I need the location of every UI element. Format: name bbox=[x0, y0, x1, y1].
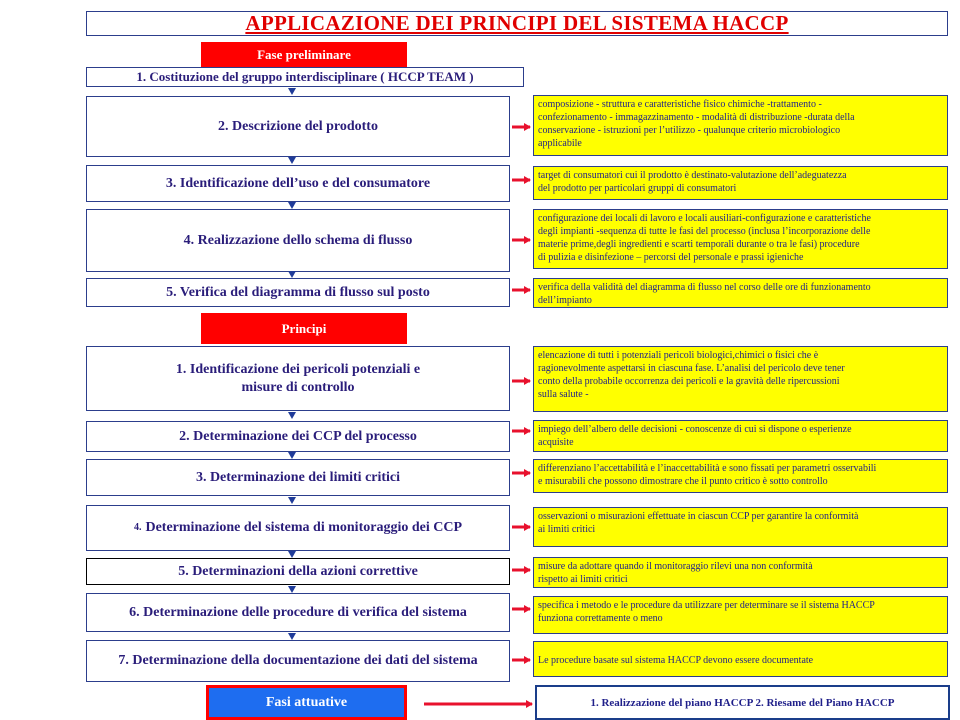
principle-step-4-number: 4. bbox=[133, 522, 142, 533]
prelim-note-3: target di consumatori cui il prodotto è destinato-valutazione dell’adeguatezza del prodotto per particolari gruppi di consumatori bbox=[533, 166, 948, 200]
prelim-step-2: 2. Descrizione del prodotto bbox=[86, 96, 510, 157]
principle-note-1: elencazione di tutti i potenziali pericoli biologici,chimici o fisici che è ragionevolmente aspettarsi in ciascuna fase. L’analisi del pericolo deve tener conto della probabile occorrenza dei pericoli e la gravità delle ripercussioni sulla salute - bbox=[533, 346, 948, 412]
implementation-note: 1. Realizzazione del piano HACCP 2. Riesame del Piano HACCP bbox=[535, 685, 950, 720]
principle-step-6: 6. Determinazione delle procedure di verifica del sistema bbox=[86, 593, 510, 632]
principle-note-7: Le procedure basate sul sistema HACCP devono essere documentate bbox=[533, 641, 948, 677]
principle-step-5: 5. Determinazioni della azioni correttive bbox=[86, 558, 510, 585]
principle-step-4-label: Determinazione del sistema di monitoraggio dei CCP bbox=[145, 520, 462, 535]
principle-step-1: 1. Identificazione dei pericoli potenziali e misure di controllo bbox=[86, 346, 510, 411]
page-title: APPLICAZIONE DEI PRINCIPI DEL SISTEMA HACCP bbox=[86, 11, 948, 36]
prelim-note-4: configurazione dei locali di lavoro e locali ausiliari-configurazione e caratteristiche degli impianti -sequenza di tutte le fasi del processo (inclusa l’incorporazione delle materie prime,degli ingredienti e scarti temporali durante o tra le fasi) procedure di pulizia e disinfezione – percorsi del personale e prassi igieniche bbox=[533, 209, 948, 269]
prelim-step-4: 4. Realizzazione dello schema di flusso bbox=[86, 209, 510, 272]
principle-step-3: 3. Determinazione dei limiti critici bbox=[86, 459, 510, 496]
principle-note-6: specifica i metodo e le procedure da utilizzare per determinare se il sistema HACCP funziona correttamente o meno bbox=[533, 596, 948, 634]
principle-note-2: impiego dell’albero delle decisioni - conoscenze di cui si dispone o esperienze acquisite bbox=[533, 420, 948, 452]
section-header-implementation: Fasi attuative bbox=[206, 685, 407, 720]
principle-note-3: differenziano l’accettabilità e l’inaccettabilità e sono fissati per parametri osservabili e misurabili che possono dimostrare che il punto critico è sotto controllo bbox=[533, 459, 948, 493]
prelim-note-5: verifica della validità del diagramma di flusso nel corso delle ore di funzionamento dell’impianto bbox=[533, 278, 948, 308]
prelim-step-1: 1. Costituzione del gruppo interdisciplinare ( HCCP TEAM ) bbox=[86, 67, 524, 87]
principle-note-4: osservazioni o misurazioni effettuate in ciascun CCP per garantire la conformità ai limiti critici bbox=[533, 507, 948, 547]
section-header-principles: Principi bbox=[201, 313, 407, 344]
prelim-step-3: 3. Identificazione dell’uso e del consumatore bbox=[86, 165, 510, 202]
principle-step-2: 2. Determinazione dei CCP del processo bbox=[86, 421, 510, 452]
section-header-preliminary: Fase preliminare bbox=[201, 42, 407, 67]
principle-step-7: 7. Determinazione della documentazione dei dati del sistema bbox=[86, 640, 510, 682]
principle-note-5: misure da adottare quando il monitoraggio rilevi una non conformità rispetto ai limiti critici bbox=[533, 557, 948, 588]
prelim-step-5: 5. Verifica del diagramma di flusso sul posto bbox=[86, 278, 510, 307]
prelim-note-2: composizione - struttura e caratteristiche fisico chimiche -trattamento - confezionamento - immagazzinamento - modalità di distribuzione -durata della conservazione - istruzioni per l’utilizzo - qualunque criterio microbiologico applicabile bbox=[533, 95, 948, 156]
